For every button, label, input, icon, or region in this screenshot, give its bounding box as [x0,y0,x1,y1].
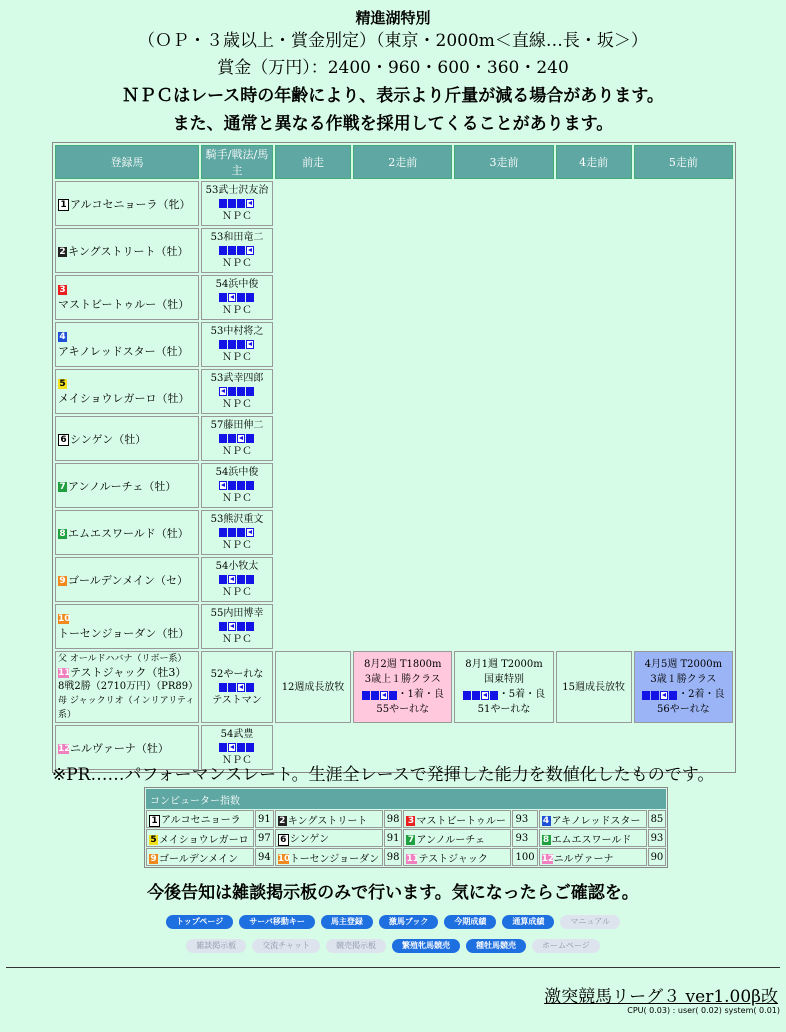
jockey-name: 53武士沢友治 [205,185,269,196]
tactic-icon [219,575,255,584]
past-race-cell [454,181,553,226]
horse-cell[interactable] [55,322,199,367]
nav-button[interactable]: トップページ [166,915,233,929]
horse-name[interactable]: ニルヴァーナ（牡） [70,741,169,755]
horse-name[interactable]: アンノルーチェ（牡） [68,479,177,493]
jockey-cell [201,557,273,602]
past-race-cell [454,228,553,273]
past-race-cell [275,369,351,414]
table-row [55,510,733,555]
past-race-line: 8月2週 T1800m [363,659,442,670]
computer-index-name: アンノルーチェ [416,834,485,846]
tactic-icon [219,434,255,443]
past-race-line: 8月1週 T2000m [465,659,543,670]
past-race-cell [634,463,733,508]
past-race-cell [556,463,632,508]
past-race-line: 3歳上１勝クラス [364,674,441,685]
computer-index-name: トーセンジョーダン [289,853,380,865]
past-race-cell [275,228,351,273]
jockey-name: 57藤田伸二 [210,420,264,431]
nav-button[interactable]: 激馬ブック [379,915,438,929]
post-number-badge: 5 [150,835,157,845]
jockey-cell [201,275,273,320]
post-number-badge: 4 [542,816,550,826]
post-number-badge: 3 [59,285,66,295]
table-row [55,275,733,320]
past-race-cell [353,510,452,555]
post-number-badge: 3 [407,816,415,826]
jockey-cell [201,651,273,723]
post-number-badge: 7 [59,481,66,492]
past-race-cell [556,181,632,226]
past-race-cell [275,275,351,320]
horse-cell[interactable] [55,463,199,508]
past-race-cell [556,604,632,649]
owner-name: ＮＰＣ [222,352,252,363]
column-header: 前走 [275,145,351,179]
table-row [55,181,733,226]
footer-divider [6,967,780,968]
computer-index-table [144,787,668,868]
past-race-cell [634,416,733,461]
jockey-cell [201,463,273,508]
past-race-cell [353,604,452,649]
computer-index-horse [403,829,511,847]
past-race-cell [556,510,632,555]
owner-name: テストマン [212,694,262,706]
post-number-badge: 10 [58,614,71,624]
owner-name: ＮＰＣ [222,634,252,645]
tactic-icon [219,622,255,631]
post-number-badge: 2 [59,246,66,257]
computer-index-value: 98 [384,810,403,828]
horse-cell[interactable] [55,604,199,649]
past-race-result: ・1着・良 [397,689,444,700]
past-race-cell[interactable] [353,651,452,723]
owner-name: ＮＰＣ [222,493,252,504]
computer-index-value: 85 [648,810,667,828]
jockey-name: 54小牧太 [215,561,259,572]
table-row [55,557,733,602]
post-number-badge: 6 [278,834,289,846]
nav-button[interactable]: 競売掲示板 [326,939,386,953]
tactic-icon [219,340,255,349]
horse-cell[interactable] [55,557,199,602]
computer-index-value: 93 [648,829,667,847]
owner-name: ＮＰＣ [222,399,252,410]
tactic-icon [219,246,255,255]
past-race-result: ・5着・良 [498,689,546,700]
column-header: 3走前 [454,145,553,179]
computer-index-row [146,829,666,847]
computer-index-value: 98 [384,848,403,866]
past-race-cell [454,463,553,508]
past-race-cell [634,510,733,555]
past-race-cell [556,557,632,602]
column-header: 登録馬 [55,145,199,179]
past-race-cell[interactable] [275,651,351,723]
footer-title[interactable]: 激突競馬リーグ３ ver1.00β改 [544,987,778,1007]
computer-index-value: 94 [255,848,274,866]
jockey-name: 52やーれな [210,668,264,680]
past-race-cell [556,228,632,273]
post-number-badge: 9 [59,575,66,586]
nav-row-secondary [0,933,786,953]
table-row [55,416,733,461]
computer-index-row [146,810,666,828]
past-race-cell [556,416,632,461]
table-row [55,322,733,367]
past-race-cell [353,322,452,367]
computer-index-horse [146,810,254,828]
nav-row-primary [0,909,786,929]
post-number-badge: 11 [58,668,71,678]
table-row [55,463,733,508]
owner-name: ＮＰＣ [222,258,252,269]
player-row [55,651,733,723]
horse-name[interactable]: マストビートゥルー（牡） [58,298,190,311]
past-race-cell [454,604,553,649]
jockey-cell [201,228,273,273]
jockey-cell [201,181,273,226]
tactic-icon [219,528,255,537]
past-race-line: 4月5週 T2000m [644,659,723,670]
tactic-icon [219,683,255,692]
past-race-line: 国東特別 [483,674,524,685]
table-header-row [55,145,733,179]
nav-button[interactable]: マニュアル [560,915,620,929]
computer-index-horse [146,829,254,847]
jockey-name: 53武幸四郎 [210,373,264,384]
past-race-cell [353,369,452,414]
computer-index-name: ゴールデンメイン [159,853,239,865]
owner-name: ＮＰＣ [222,305,252,316]
horse-name[interactable]: アルコセニョーラ（牝） [70,197,191,211]
tactic-icon [219,387,255,396]
past-race-cell [454,369,553,414]
horse-cell[interactable] [55,510,199,555]
past-race-cell [634,228,733,273]
owner-name: ＮＰＣ [222,211,252,222]
horse-name[interactable]: アキノレッドスター（牡） [58,345,189,358]
tactic-icon [362,690,398,699]
nav-button[interactable]: 通算成績 [502,915,554,929]
column-header: 騎手/戦法/馬主 [201,145,273,179]
computer-index-name: テストジャック [418,853,488,865]
table-row [55,604,733,649]
post-number-badge: 10 [277,854,291,864]
horse-cell[interactable] [55,181,199,226]
post-number-badge: 7 [407,835,415,845]
tactic-icon [463,690,499,699]
computer-index-value: 93 [512,810,537,828]
past-race-cell [353,181,452,226]
tactic-note: また、通常と異なる作戦を採用してくることがあります。 [172,114,614,134]
owner-name: ＮＰＣ [222,587,252,598]
jockey-cell [201,369,273,414]
past-race-line: 3歳１勝クラス [650,674,717,685]
past-race-cell [454,510,553,555]
nav-button[interactable]: 雑談掲示板 [186,939,246,953]
horse-name[interactable]: シンゲン（牡） [70,432,147,446]
computer-index-name: アルコセニョーラ [161,815,241,827]
computer-index-horse [146,848,254,866]
computer-index-horse [275,829,383,847]
past-race-cell [454,416,553,461]
horse-name[interactable]: キングストリート（牡） [68,244,189,258]
past-race-cell [275,557,351,602]
past-race-cell [634,604,733,649]
past-race-cell [275,181,351,226]
entries-table [52,142,736,773]
computer-index-value: 93 [512,829,537,847]
post-number-badge: 12 [541,854,555,864]
nav-button[interactable]: 交流チャット [252,939,320,953]
post-number-badge: 11 [406,854,419,864]
tactic-icon [642,690,678,699]
past-race-cell [454,322,553,367]
computer-index-name: キングストリート [287,815,368,827]
past-race-result: ・2着・良 [678,689,725,700]
post-number-badge: 5 [59,379,66,389]
computer-index-name: シンゲン [289,834,330,846]
race-header [0,8,786,138]
race-prize: 賞金（万円）：2400・960・600・360・240 [217,58,569,78]
horse-name[interactable]: トーセンジョーダン（牡） [58,627,190,640]
computer-index-title: コンピューター指数 [146,789,666,809]
horse-cell[interactable] [55,416,199,461]
past-race-cell [454,557,553,602]
computer-index-row [146,848,666,866]
table-row [55,369,733,414]
race-condition: （ＯＰ・３歳以上・賞金別定）（東京・2000m＜直線…長・坂＞） [138,31,648,51]
horse-cell[interactable] [55,228,199,273]
pr-note: ※PR……パフォーマンスレート。生涯全レースで発揮した能力を数値化したものです。 [52,765,715,785]
column-header: 2走前 [353,145,452,179]
jockey-name: 54武豊 [220,729,254,740]
past-race-line: 15週成長放牧 [562,681,626,693]
jockey-cell [201,416,273,461]
nav-button[interactable]: ホームページ [532,939,600,953]
past-race-cell [275,463,351,508]
computer-index-value: 100 [512,848,537,866]
notice-text: 今後告知は雑談掲示板のみで行います。気になったらご確認を。 [147,883,639,903]
post-number-badge: 8 [59,528,66,539]
computer-index-value: 91 [255,810,274,828]
jockey-cell [201,604,273,649]
past-race-cell [353,228,452,273]
post-number-badge: 4 [59,332,66,342]
past-race-rider: 51やーれな [477,704,531,715]
jockey-name: 54浜中俊 [215,467,259,478]
past-race-line: 12週成長放牧 [281,681,345,693]
post-number-badge: 2 [279,816,286,826]
past-race-cell [634,369,733,414]
computer-index-horse [539,848,647,866]
post-number-badge: 1 [149,815,160,827]
dam: 母 ジャックリオ（インリアリティ系） [58,696,195,720]
horse-cell[interactable] [55,275,199,320]
table-row [55,228,733,273]
sire: 父 オールドハバナ（リボー系） [58,654,187,664]
past-race-cell [454,275,553,320]
past-race-cell [275,322,351,367]
past-race-cell[interactable] [454,651,553,723]
horse-name[interactable]: エムエスワールド（牡） [68,526,189,540]
past-race-cell [634,322,733,367]
computer-index-horse [275,848,383,866]
jockey-name: 53中村将之 [210,326,264,337]
player-horse-cell[interactable] [55,651,199,723]
computer-index-name: ニルヴァーナ [553,853,614,865]
column-header: 5走前 [634,145,733,179]
jockey-cell [201,510,273,555]
column-header: 4走前 [556,145,632,179]
record: 8戦2勝（2710万円）（PR89） [58,681,199,692]
tactic-icon [219,743,255,752]
past-race-rider: 55やーれな [376,704,430,715]
computer-index-name: エムエスワールド [551,834,632,846]
post-number-badge: 8 [542,835,550,845]
post-number-badge: 9 [150,854,157,864]
horse-name[interactable]: テストジャック（牡3） [70,666,187,679]
past-race-cell [353,416,452,461]
post-number-badge: 6 [58,434,69,446]
horse-name[interactable]: ゴールデンメイン（セ） [68,573,189,587]
jockey-name: 54浜中俊 [215,279,259,290]
owner-name: ＮＰＣ [222,755,252,766]
npc-note: ＮＰＣはレース時の年齢により、表示より斤量が減る場合があります。 [122,86,664,106]
past-race-cell [634,557,733,602]
tactic-icon [219,481,255,490]
computer-index-name: マストビートゥルー [416,815,506,827]
horse-name[interactable]: メイショウレガーロ（牡） [58,392,190,405]
past-race-cell [634,181,733,226]
past-race-cell [275,510,351,555]
computer-index-horse [275,810,383,828]
nav-button[interactable]: サーバ移動キー [239,915,315,929]
computer-index-horse [403,848,511,866]
past-race-cell [275,604,351,649]
horse-cell[interactable] [55,369,199,414]
race-title: 精進湖特別 [355,9,431,27]
past-race-cell [556,322,632,367]
nav-button[interactable]: 今期成績 [444,915,496,929]
computer-index-value: 91 [384,829,403,847]
computer-index-value: 97 [255,829,274,847]
past-race-rider: 56やーれな [656,704,710,715]
nav-button[interactable]: 繁殖牝馬競売 [392,939,460,953]
past-race-cell [275,416,351,461]
jockey-name: 53熊沢重文 [210,514,264,525]
owner-name: ＮＰＣ [222,446,252,457]
computer-index-name: メイショウレガーロ [159,834,249,846]
jockey-name: 55内田博幸 [210,608,264,619]
past-race-cell [556,369,632,414]
tactic-icon [219,293,255,302]
post-number-badge: 12 [58,743,71,754]
jockey-name: 53和田竜二 [210,232,264,243]
computer-index-horse [403,810,511,828]
past-race-cell [353,463,452,508]
computer-index-value: 90 [648,848,667,866]
footer-cpu-time: CPU( 0.03) : user( 0.02) system( 0.01) [627,1006,780,1015]
past-race-cell[interactable] [556,651,632,723]
past-race-cell [353,275,452,320]
jockey-cell [201,322,273,367]
computer-index-name: アキノレッドスター [551,815,641,827]
past-race-cell [353,557,452,602]
post-number-badge: 1 [58,199,69,211]
computer-index-horse [539,810,647,828]
past-race-cell [556,275,632,320]
tactic-icon [219,199,255,208]
past-race-cell[interactable] [634,651,733,723]
computer-index-horse [539,829,647,847]
past-race-cell [634,275,733,320]
nav-button[interactable]: 馬主登録 [321,915,373,929]
owner-name: ＮＰＣ [222,540,252,551]
nav-button[interactable]: 種牡馬競売 [466,939,526,953]
